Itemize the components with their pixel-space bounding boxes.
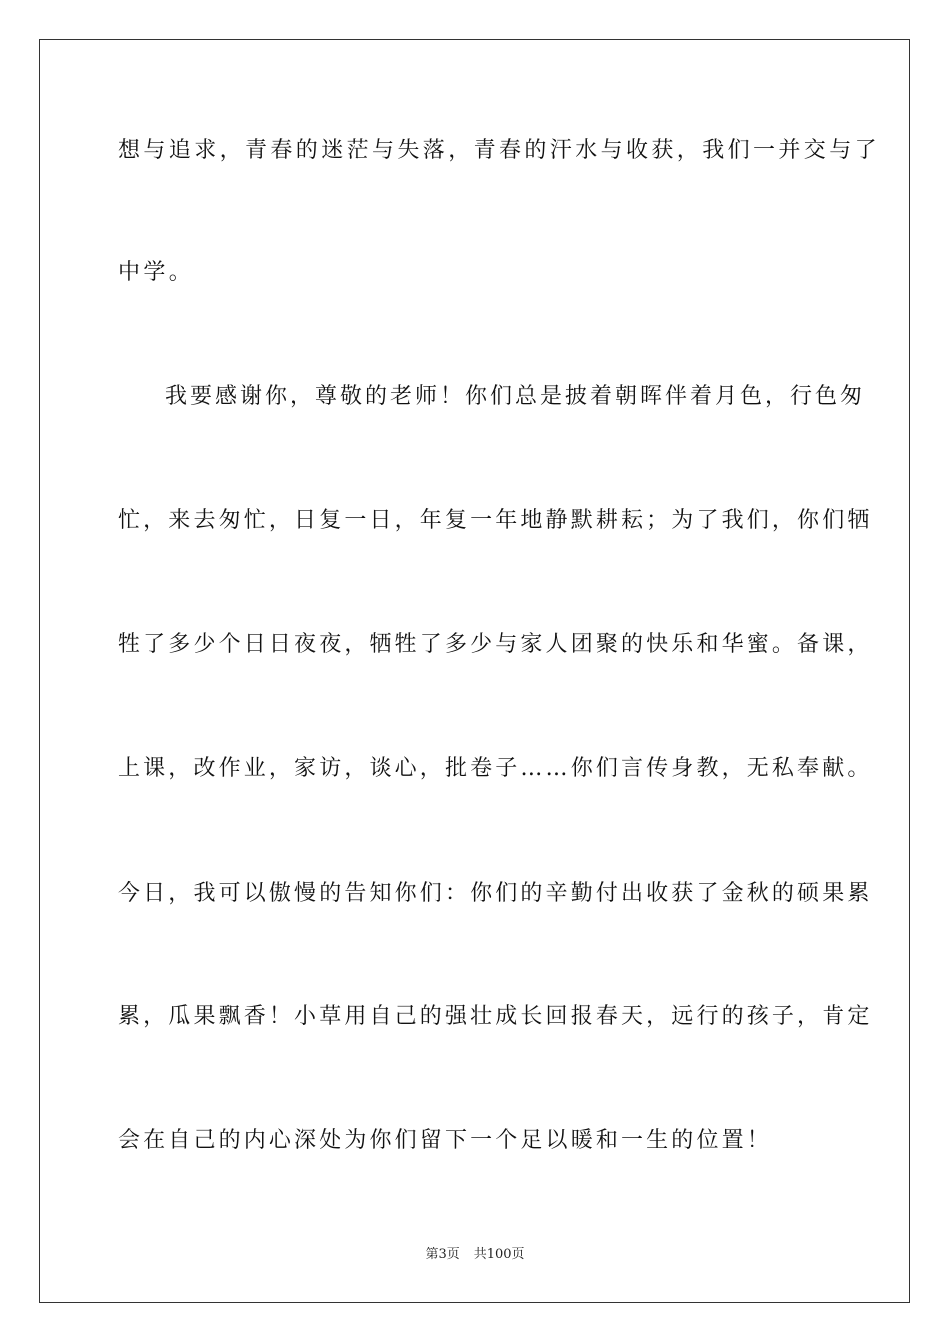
text-line-9: 会在自己的内心深处为你们留下一个足以暖和一生的位置！: [118, 1128, 772, 1153]
page-number-current: 第3页: [425, 1247, 460, 1262]
text-line-5: 牲了多少个日日夜夜，牺牲了多少与家人团聚的快乐和华蜜。备课，: [118, 632, 873, 657]
page-frame: [39, 39, 910, 1303]
text-line-7: 今日，我可以傲慢的告知你们：你们的辛勤付出收获了金秋的硕果累: [118, 881, 873, 906]
text-line-4: 忙，来去匆忙，日复一日，年复一年地静默耕耘；为了我们，你们牺: [118, 508, 873, 533]
text-line-6: 上课，改作业，家访，谈心，批卷子……你们言传身教，无私奉献。: [118, 756, 873, 781]
text-line-1: 想与追求，青春的迷茫与失落，青春的汗水与收获，我们一并交与了: [118, 138, 881, 163]
text-line-8: 累，瓜果飘香！小草用自己的强壮成长回报春天，远行的孩子，肯定: [118, 1004, 873, 1029]
text-line-3: 我要感谢你，尊敬的老师！你们总是披着朝晖伴着月色，行色匆: [165, 384, 866, 409]
page-number-total: 共100页: [473, 1247, 525, 1262]
text-line-2: 中学。: [118, 260, 195, 285]
page-footer: [0, 1246, 950, 1264]
